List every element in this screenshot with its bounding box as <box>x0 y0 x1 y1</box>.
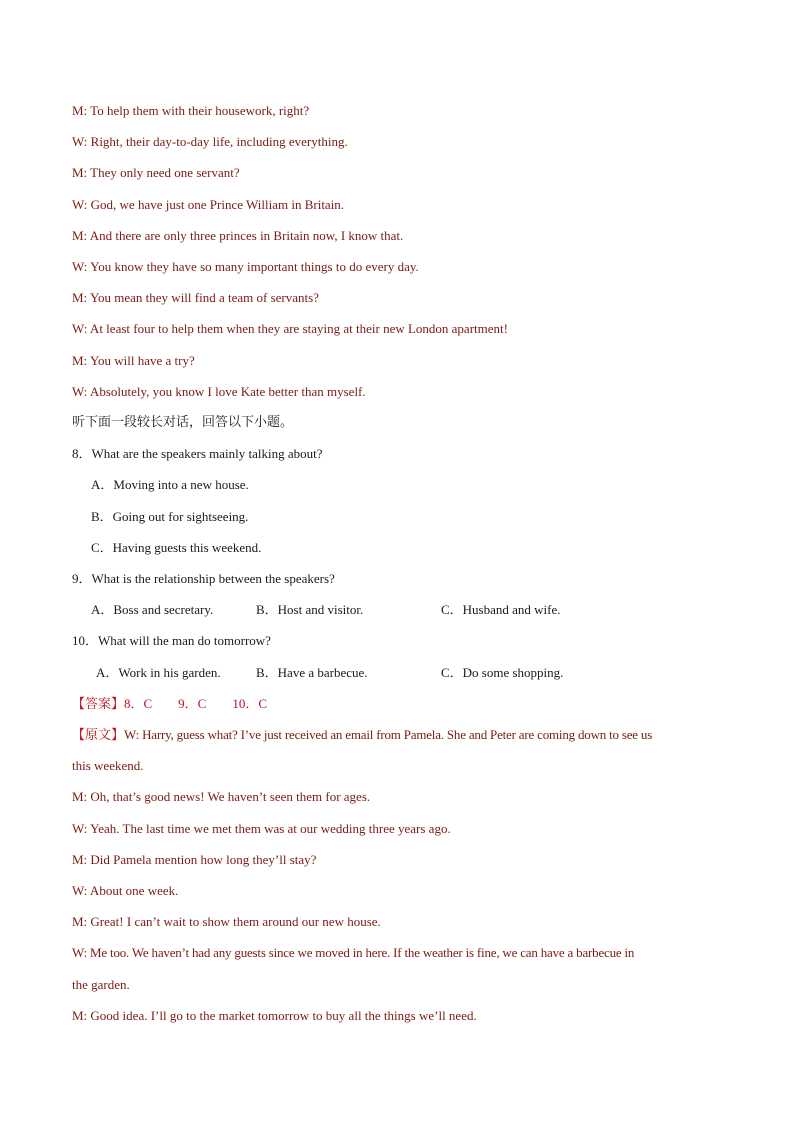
dialogue-line: W: You know they have so many important things to do every day. <box>72 259 419 274</box>
question-9-option-b: B．Host and visitor. <box>256 602 364 617</box>
question-9-option-c: C．Husband and wife. <box>441 602 561 617</box>
transcript-label: 【原文】 <box>72 727 125 742</box>
transcript-line: the garden. <box>72 977 130 992</box>
answer-line <box>72 696 732 712</box>
question-8-stem: 8．What are the speakers mainly talking about? <box>72 446 323 461</box>
question-8-option-b: B．Going out for sightseeing. <box>91 509 249 524</box>
question-10-option-b: B．Have a barbecue. <box>256 665 368 680</box>
dialogue-line: M: They only need one servant? <box>72 165 240 180</box>
question-9-option-a: A．Boss and secretary. <box>91 602 214 617</box>
transcript-text: W: Harry, guess what? I’ve just received an email from Pamela. She and Peter are coming down to see us <box>124 727 653 742</box>
question-10-option-a: A．Work in his garden. <box>96 665 221 680</box>
dialogue-line: M: You mean they will find a team of servants? <box>72 290 319 305</box>
question-10-stem: 10．What will the man do tomorrow? <box>72 633 271 648</box>
transcript-line: M: Oh, that’s good news! We haven’t seen them for ages. <box>72 789 371 804</box>
answer-label: 【答案】 <box>72 696 125 711</box>
question-9-stem: 9．What is the relationship between the speakers? <box>72 571 335 586</box>
transcript-line: this weekend. <box>72 758 144 773</box>
question-8-option-a: A．Moving into a new house. <box>91 477 249 492</box>
transcript-line: W: Yeah. The last time we met them was at our wedding three years ago. <box>72 821 451 836</box>
transcript-line: M: Did Pamela mention how long they’ll stay? <box>72 852 317 867</box>
transcript-line: W: About one week. <box>72 883 179 898</box>
transcript-line: M: Great! I can’t wait to show them around our new house. <box>72 914 381 929</box>
question-8-option-c: C．Having guests this weekend. <box>91 540 262 555</box>
dialogue-line: W: Right, their day-to-day life, including everything. <box>72 134 348 149</box>
dialogue-line: W: God, we have just one Prince William in Britain. <box>72 197 345 212</box>
transcript-line: M: Good idea. I’ll go to the market tomorrow to buy all the things we’ll need. <box>72 1008 477 1023</box>
section-instruction: 听下面一段较长对话，回答以下小题。 <box>72 415 294 430</box>
transcript-line: W: Me too. We haven’t had any guests since we moved in here. If the weather is fine, we can have a barbecue in <box>72 945 635 960</box>
dialogue-line: M: And there are only three princes in Britain now, I know that. <box>72 228 404 243</box>
answer-text: 8．C 9．C 10．C <box>124 696 268 711</box>
dialogue-line: M: You will have a try? <box>72 353 195 368</box>
question-10-option-c: C．Do some shopping. <box>441 665 564 680</box>
dialogue-line: M: To help them with their housework, right? <box>72 103 310 118</box>
dialogue-line: W: At least four to help them when they are staying at their new London apartment! <box>72 321 508 336</box>
dialogue-line: W: Absolutely, you know I love Kate better than myself. <box>72 384 366 399</box>
transcript-first-line <box>72 727 732 743</box>
